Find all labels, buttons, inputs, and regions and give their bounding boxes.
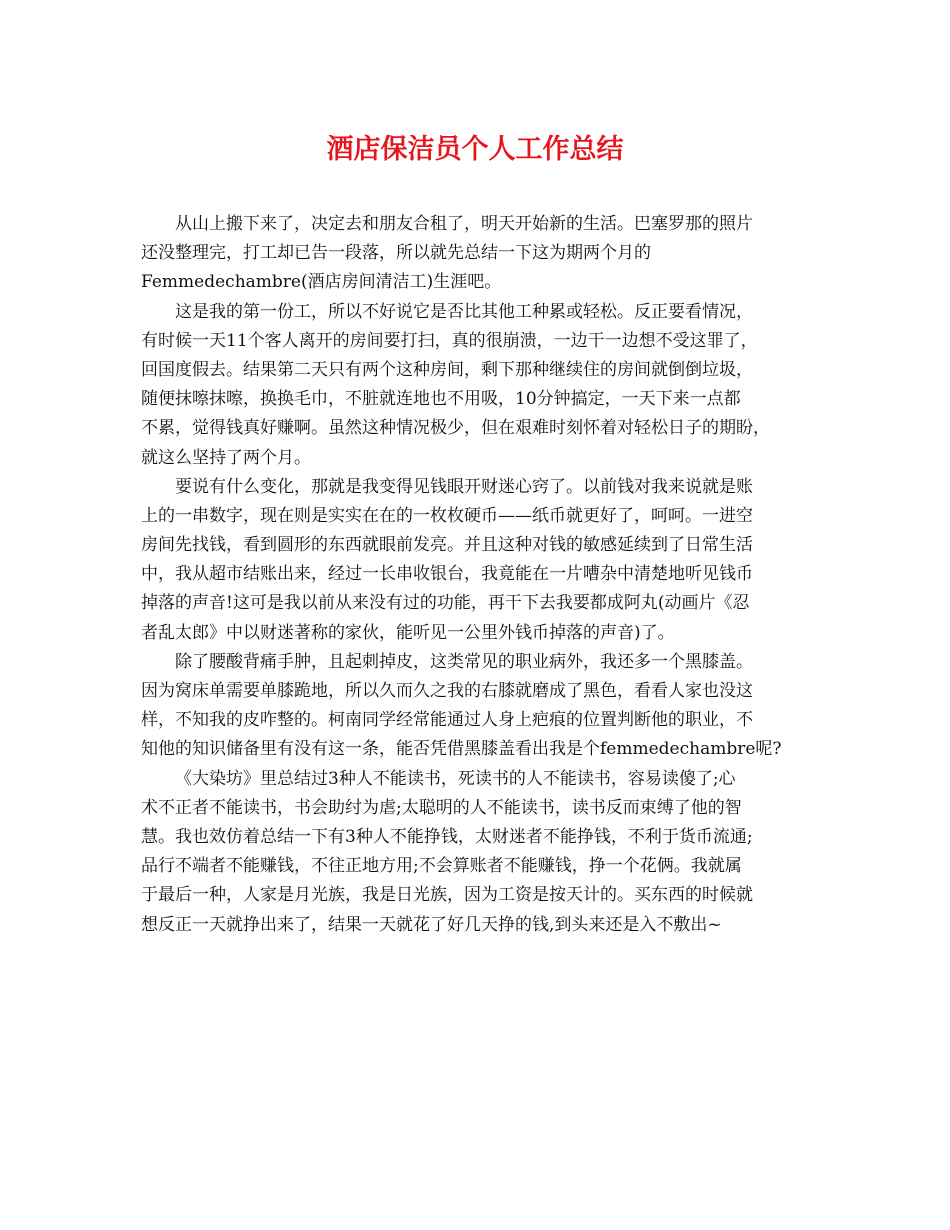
paragraph	[141, 648, 821, 765]
document-body	[141, 210, 821, 940]
document-title: 酒店保洁员个人工作总结	[326, 134, 624, 165]
text-line: 因为窝床单需要单膝跪地，所以久而久之我的右膝就磨成了黑色，看看人家也没这	[141, 681, 753, 701]
text-line: Femmedechambre(酒店房间清洁工)生涯吧。	[141, 272, 502, 293]
text-line: 知他的知识储备里有没有这一条，能否凭借黑膝盖看出我是个femmedechambre呢?	[141, 739, 782, 760]
text-line: 还没整理完，打工却已告一段落，所以就先总结一下这为期两个月的	[141, 243, 651, 264]
text-line: 随便抹嚓抹嚓，换换毛巾，不脏就连地也不用吸，10分钟搞定，一天下来一点都	[141, 389, 741, 410]
text-line: 这是我的第一份工，所以不好说它是否比其他工种累或轻松。反正要看情况，	[175, 301, 753, 322]
text-line: 回国度假去。结果第二天只有两个这种房间，剩下那种继续住的房间就倒倒垃圾，	[141, 359, 753, 380]
text-line: 想反正一天就挣出来了，结果一天就花了好几天挣的钱,到头来还是入不敷出~	[141, 914, 722, 935]
text-line: 品行不端者不能赚钱，不往正地方用;不会算账者不能赚钱，挣一个花俩。我就属	[141, 856, 742, 877]
paragraph	[141, 765, 821, 940]
text-line: 于最后一种，人家是月光族，我是日光族，因为工资是按天计的。买东西的时候就	[141, 885, 753, 906]
text-line: 上的一串数字，现在则是实实在在的一枚枚硬币——纸币就更好了，呵呵。一进空	[141, 505, 753, 526]
text-line: 者乱太郎》中以财迷著称的家伙，能听见一公里外钱币掉落的声音)了。	[141, 622, 675, 643]
paragraph	[141, 298, 821, 473]
paragraph	[141, 210, 821, 298]
text-line: 样，不知我的皮咋整的。柯南同学经常能通过人身上疤痕的位置判断他的职业，不	[141, 710, 753, 731]
text-line: 术不正者不能读书，书会助纣为虐;太聪明的人不能读书，读书反而束缚了他的智	[141, 797, 742, 818]
text-line: 要说有什么变化，那就是我变得见钱眼开财迷心窍了。以前钱对我来说就是账	[175, 476, 753, 497]
text-line: 掉落的声音!这可是我以前从来没有过的功能，再干下去我要都成阿丸(动画片《忍	[141, 593, 750, 614]
text-line: 除了腰酸背痛手肿，且起刺掉皮，这类常见的职业病外，我还多一个黑膝盖。	[175, 651, 753, 672]
text-line: 有时候一天11个客人离开的房间要打扫，真的很崩溃，一边干一边想不受这罪了，	[141, 330, 758, 351]
text-line: 房间先找钱，看到圆形的东西就眼前发亮。并且这种对钱的敏感延续到了日常生活	[141, 535, 753, 556]
text-line: 慧。我也效仿着总结一下有3种人不能挣钱，太财迷者不能挣钱，不利于货币流通;	[141, 826, 753, 847]
text-line: 中，我从超市结账出来，经过一长串收银台，我竟能在一片嘈杂中清楚地听见钱币	[141, 564, 753, 585]
text-line: 《大染坊》里总结过3种人不能读书，死读书的人不能读书，容易读傻了;心	[175, 768, 736, 789]
text-line: 不累，觉得钱真好赚啊。虽然这种情况极少，但在艰难时刻怀着对轻松日子的期盼，	[141, 418, 770, 439]
text-line: 就这么坚持了两个月。	[141, 447, 311, 468]
text-line: 从山上搬下来了，决定去和朋友合租了，明天开始新的生活。巴塞罗那的照片	[175, 214, 753, 234]
paragraph	[141, 473, 821, 648]
